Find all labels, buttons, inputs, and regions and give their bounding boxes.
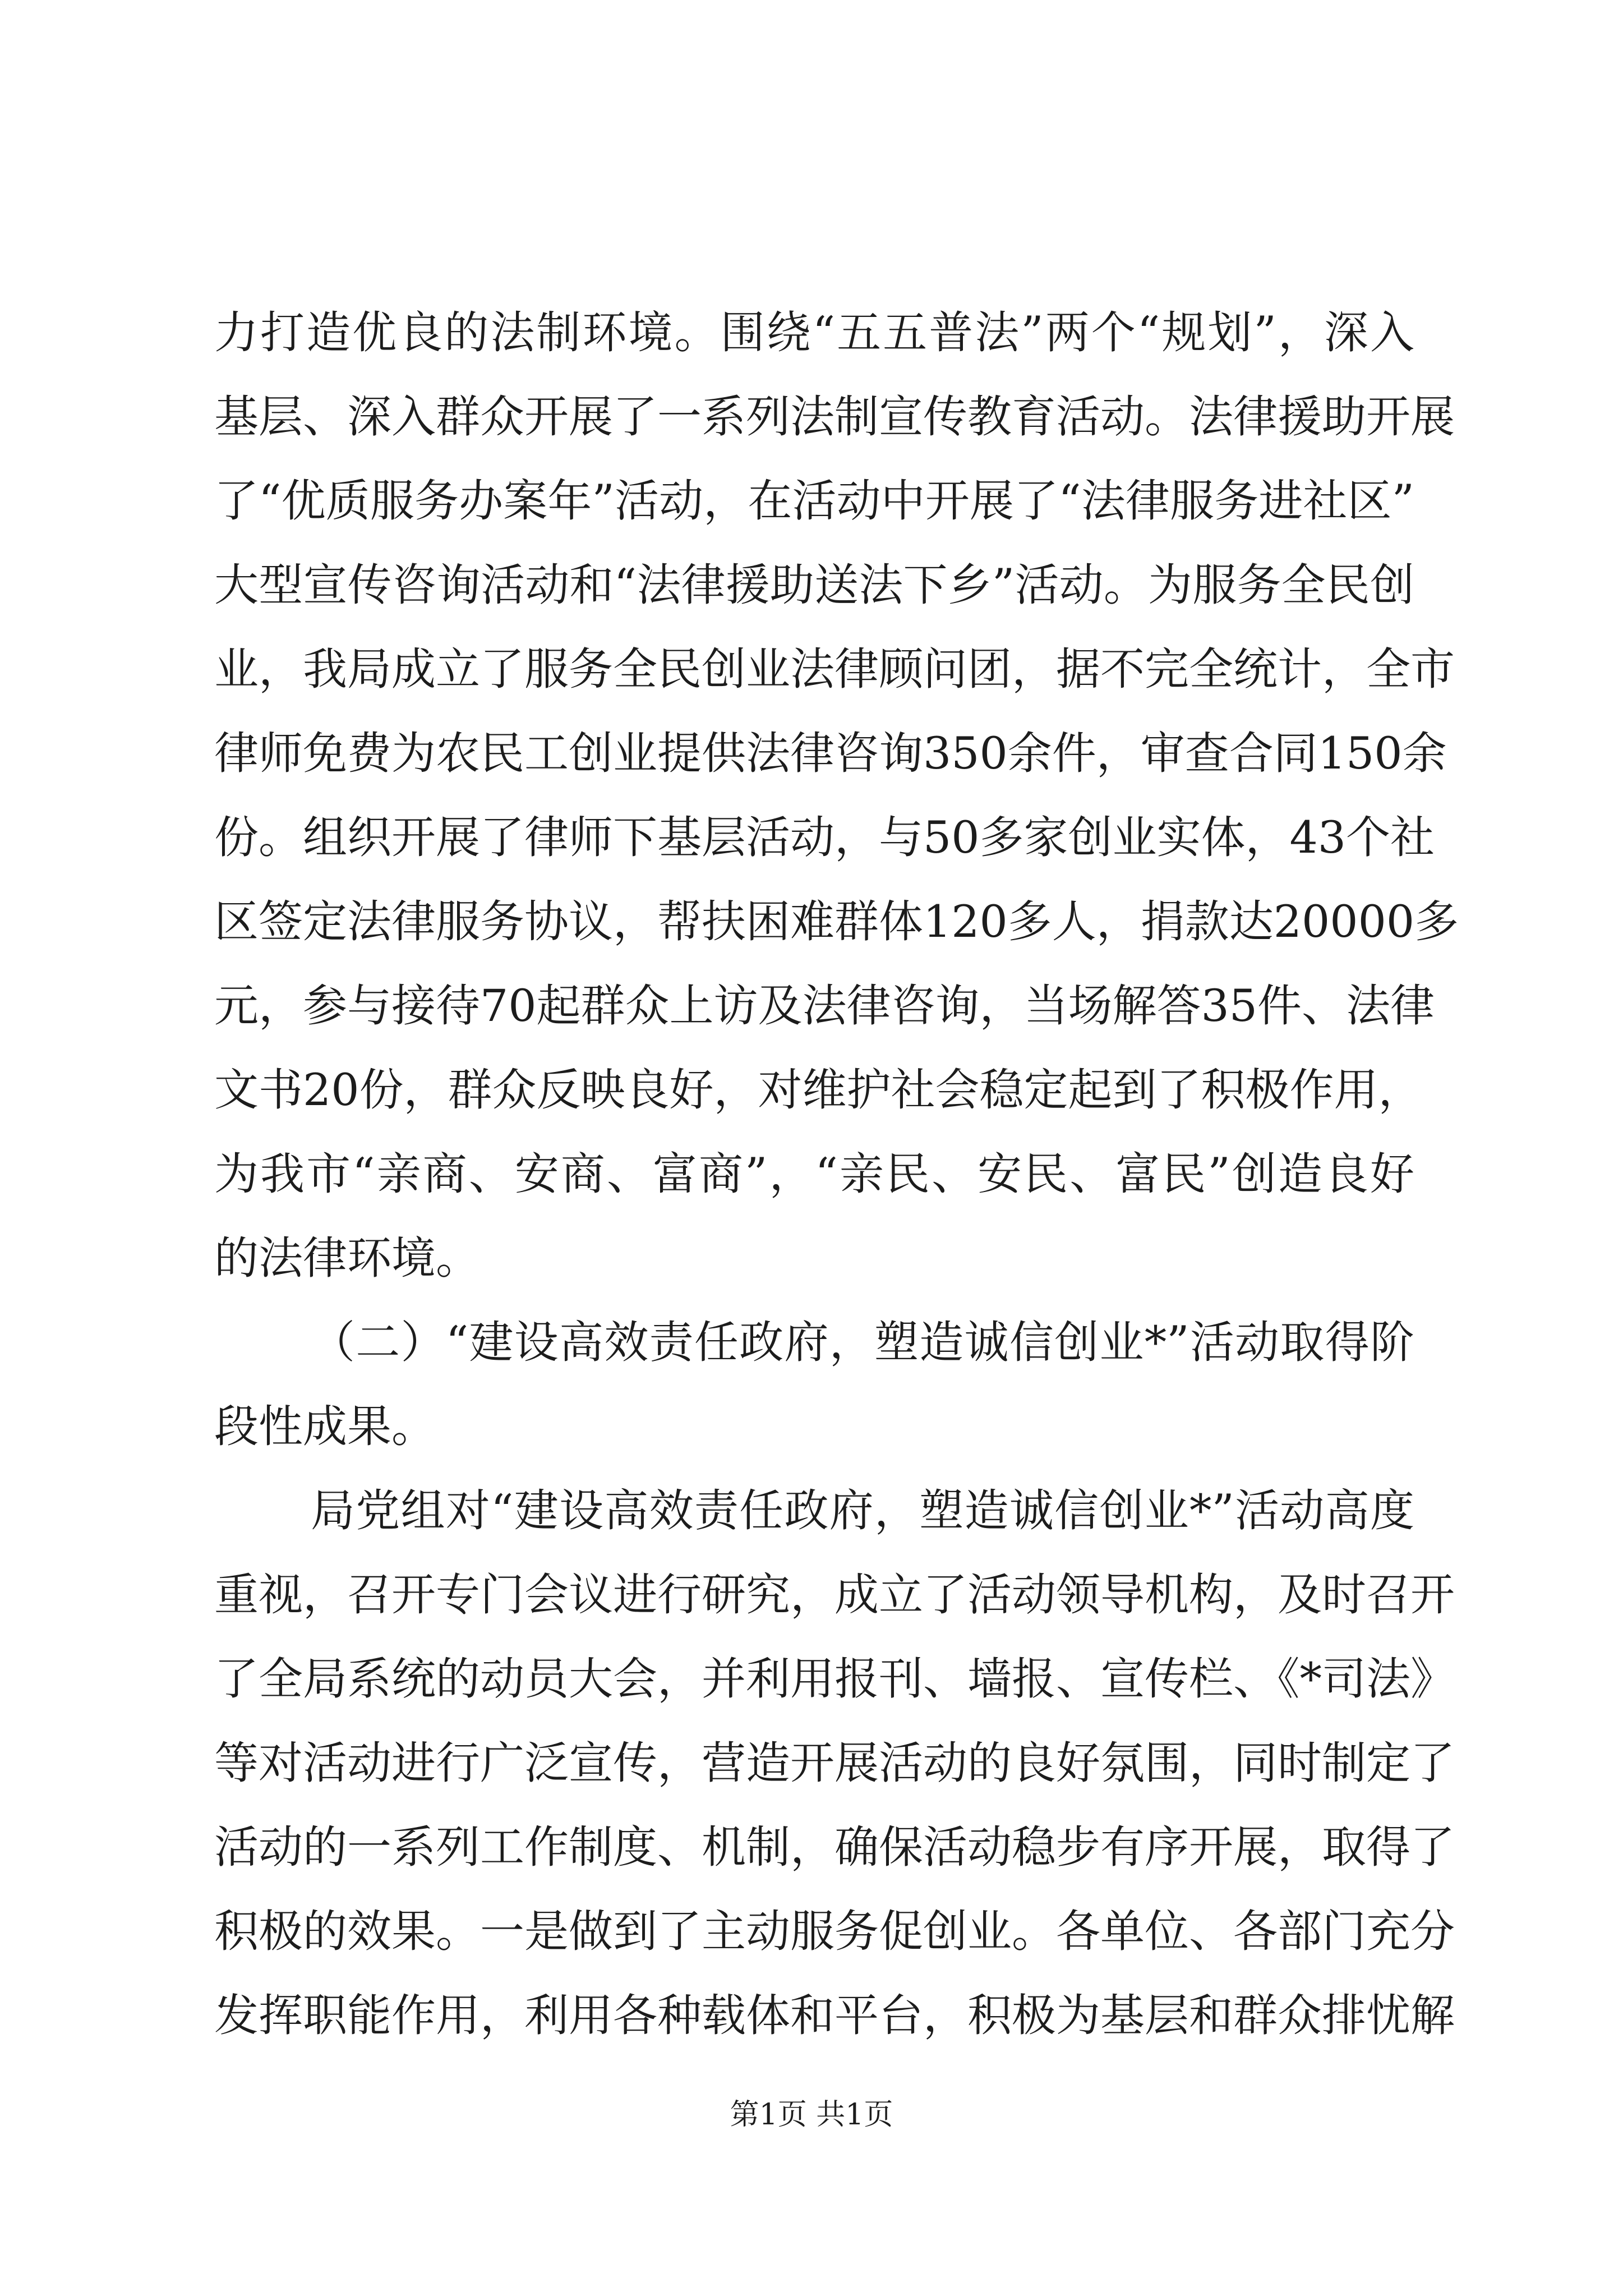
body-line: 等对活动进行广泛宣传，营造开展活动的良好氛围，同时制定了 xyxy=(214,1737,1455,1789)
section-heading: （二）“建设高效责任政府，塑造诚信创业*”活动取得阶 xyxy=(311,1317,1414,1368)
body-line: 元，参与接待70起群众上访及法律咨询，当场解答35件、法律 xyxy=(214,980,1435,1032)
page-number-footer: 第1页 共1页 xyxy=(730,2098,893,2132)
body-line: 发挥职能作用，利用各种载体和平台，积极为基层和群众排忧解 xyxy=(214,1990,1455,2041)
body-line: 的法律环境。 xyxy=(214,1232,480,1284)
document-body xyxy=(214,291,1459,2058)
body-line: 活动的一系列工作制度、机制，确保活动稳步有序开展，取得了 xyxy=(214,1821,1455,1873)
body-line: 文书20份，群众反映良好，对维护社会稳定起到了积极作用， xyxy=(214,1064,1423,1116)
body-line: 律师免费为农民工创业提供法律咨询350余件，审查合同150余 xyxy=(214,728,1447,779)
body-line: 基层、深入群众开展了一系列法制宣传教育活动。法律援助开展 xyxy=(214,391,1455,443)
paragraph-first-line: 局党组对“建设高效责任政府，塑造诚信创业*”活动高度 xyxy=(311,1485,1414,1536)
body-line: 了全局系统的动员大会，并利用报刊、墙报、宣传栏、《*司法》 xyxy=(214,1653,1455,1705)
body-line: 力打造优良的法制环境。围绕“五五普法”两个“规划”，深入 xyxy=(214,307,1414,358)
body-line: 了“优质服务办案年”活动，在活动中开展了“法律服务进社区” xyxy=(214,475,1414,527)
body-line: 业，我局成立了服务全民创业法律顾问团，据不完全统计，全市 xyxy=(214,643,1455,695)
body-line: 重视，召开专门会议进行研究，成立了活动领导机构，及时召开 xyxy=(214,1569,1455,1621)
body-line: 为我市“亲商、安商、富商”，“亲民、安民、富民”创造良好 xyxy=(214,1148,1414,1200)
body-line: 积极的效果。一是做到了主动服务促创业。各单位、各部门充分 xyxy=(214,1906,1455,1957)
section-heading-continuation: 段性成果。 xyxy=(214,1401,436,1452)
body-line: 区签定法律服务协议，帮扶困难群体120多人，捐款达20000多 xyxy=(214,896,1459,947)
body-line: 大型宣传咨询活动和“法律援助送法下乡”活动。为服务全民创 xyxy=(214,559,1414,611)
body-line: 份。组织开展了律师下基层活动，与50多家创业实体，43个社 xyxy=(214,812,1435,863)
